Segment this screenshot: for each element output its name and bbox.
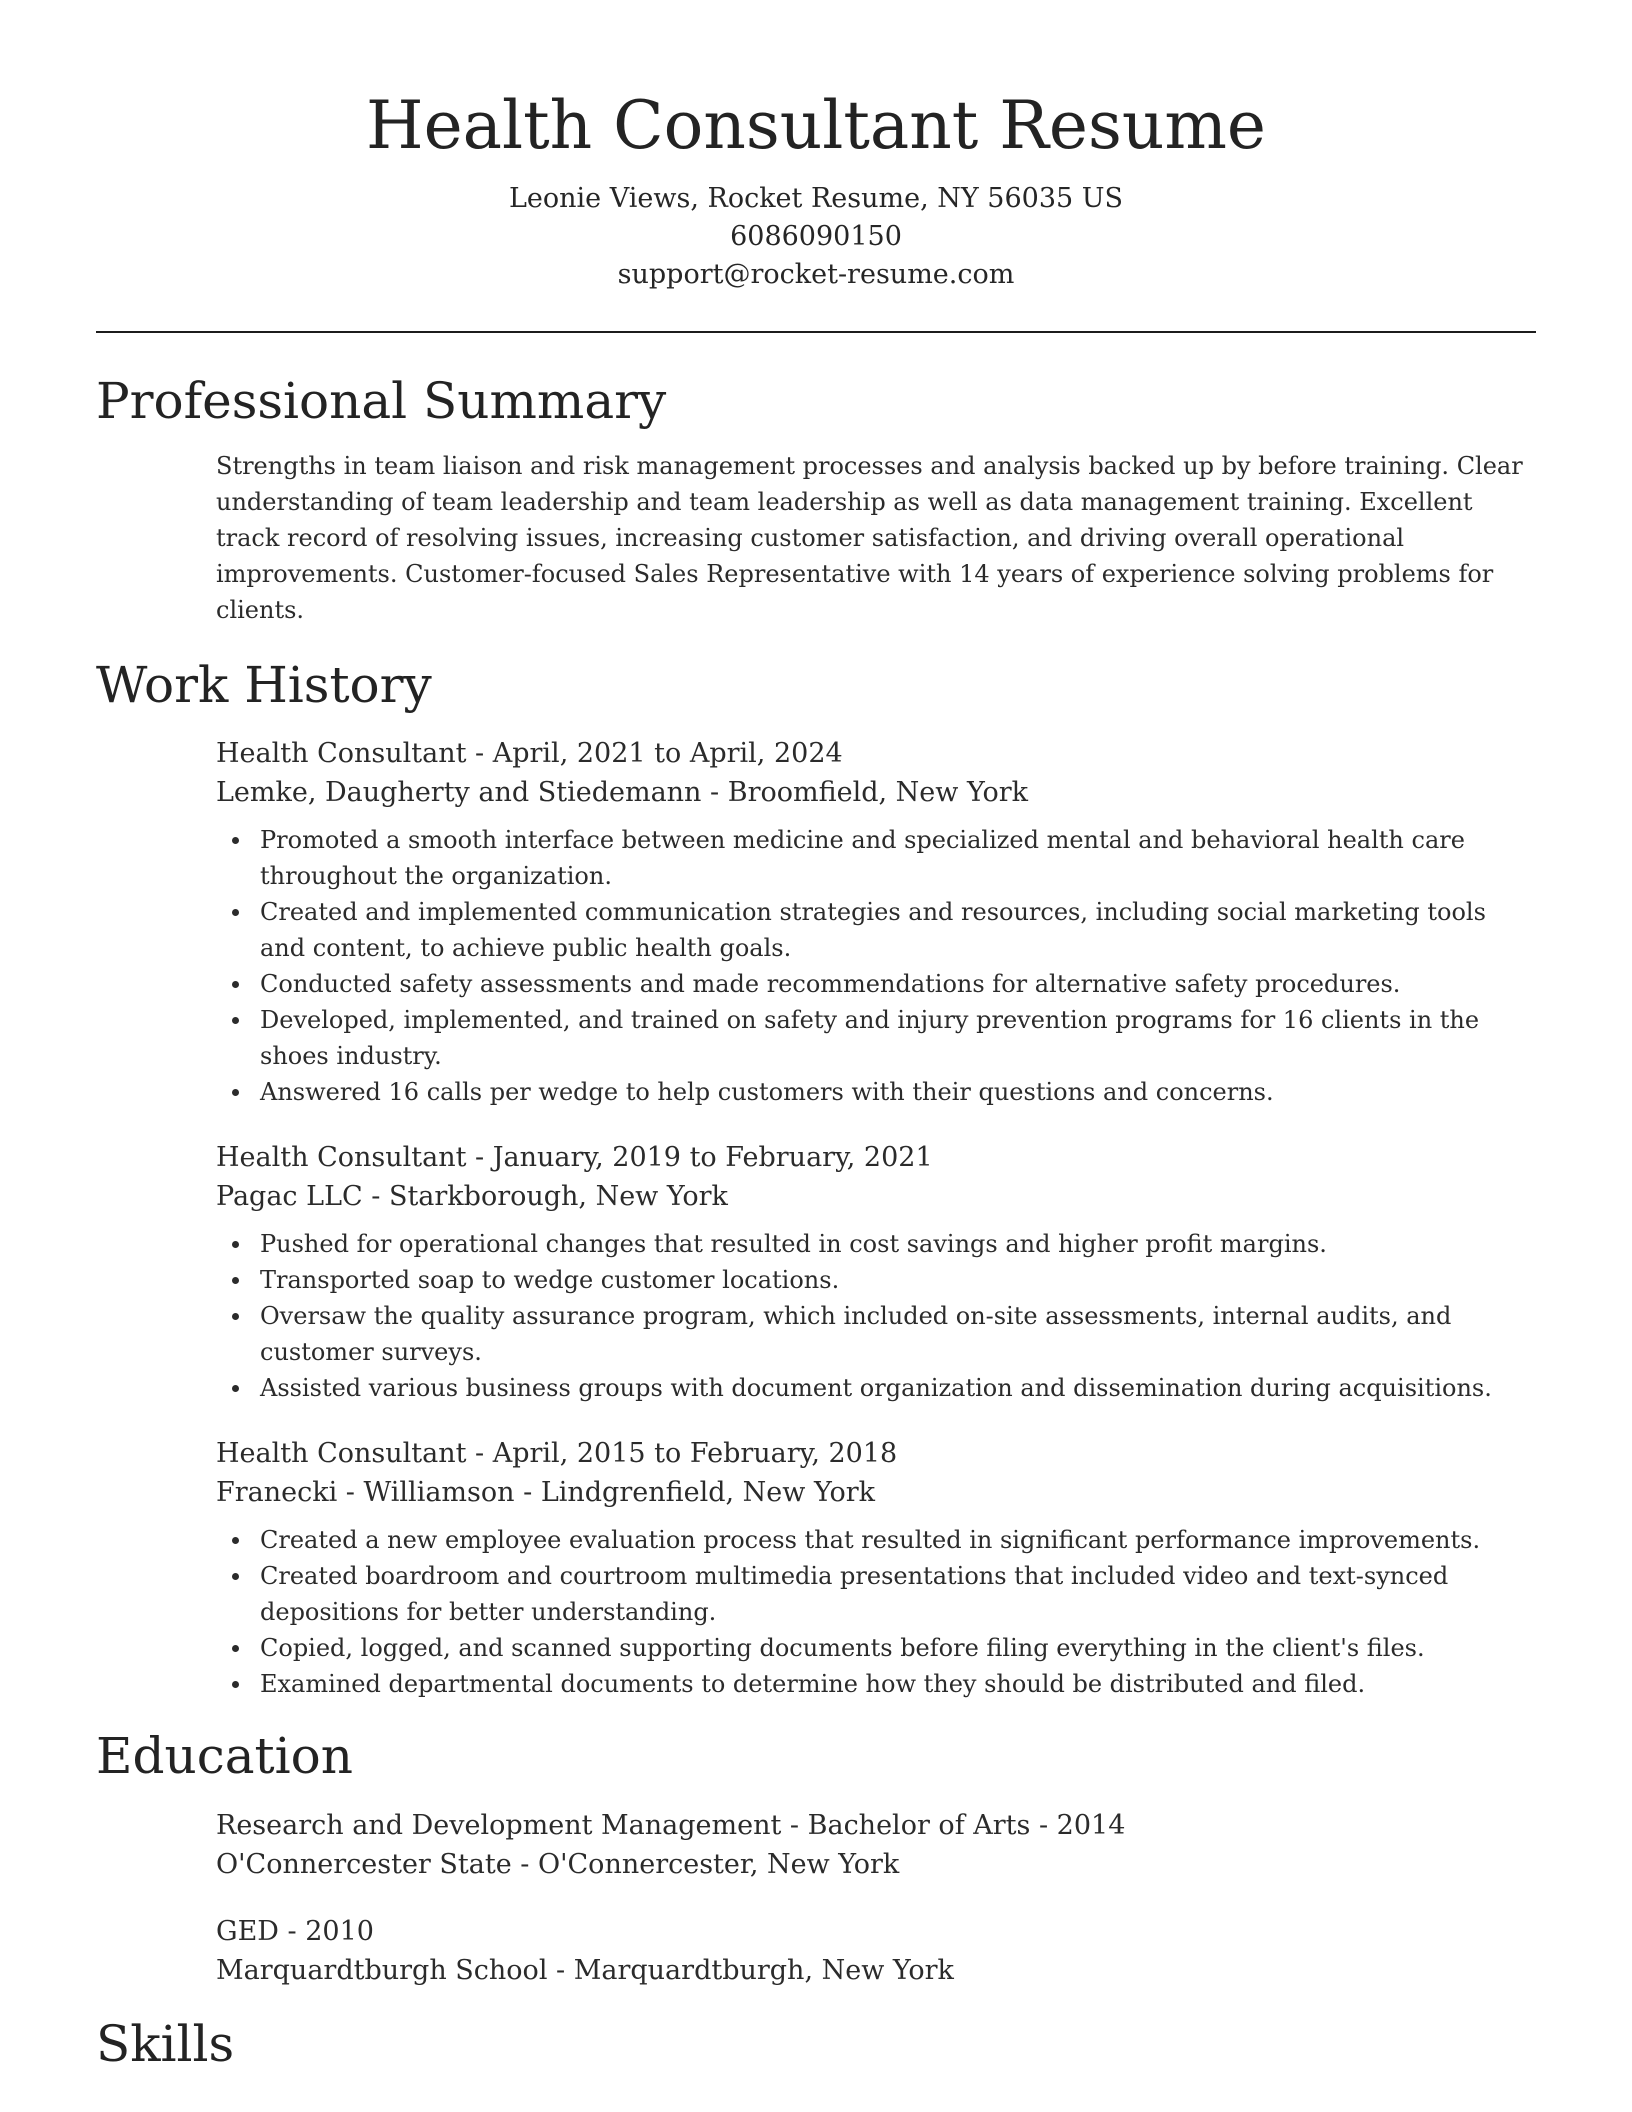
list-item-text: Developed, implemented, and trained on safety and injury prevention programs for 16 clients in the shoes industry. <box>260 1006 1480 1070</box>
list-item <box>216 1666 1536 1702</box>
bullet-icon <box>232 837 239 844</box>
bullet-icon <box>232 1681 239 1688</box>
resume-page <box>96 0 1536 2076</box>
list-item <box>216 1630 1536 1666</box>
contact-email: support@rocket-resume.com <box>617 259 1015 290</box>
education-heading: Education <box>96 1727 353 1785</box>
page-title: Health Consultant Resume <box>366 87 1266 164</box>
job-bullets <box>216 822 1536 1110</box>
work-history-section <box>96 653 1536 1702</box>
education-entry <box>216 1806 1536 1884</box>
list-item-text: Answered 16 calls per wedge to help customers with their questions and concerns. <box>260 1078 1274 1106</box>
work-history-heading: Work History <box>96 656 432 714</box>
list-item <box>216 1074 1536 1110</box>
list-item <box>216 1558 1536 1630</box>
job-title-line: Health Consultant - January, 2019 to February, 2021 <box>216 1142 933 1173</box>
list-item <box>216 1226 1536 1262</box>
list-item <box>216 1370 1536 1406</box>
skills-heading: Skills <box>96 2015 235 2073</box>
list-item-text: Examined departmental documents to determine how they should be distributed and filed. <box>260 1670 1366 1698</box>
job-entry <box>216 734 1536 1110</box>
degree-line: Research and Development Management - Bachelor of Arts - 2014 <box>216 1810 1126 1841</box>
degree-line: GED - 2010 <box>216 1916 374 1947</box>
job-company-line: Franecki - Williamson - Lindgrenfield, New York <box>216 1477 875 1508</box>
list-item <box>216 966 1536 1002</box>
summary-section <box>96 369 1536 628</box>
bullet-icon <box>232 1645 239 1652</box>
bullet-icon <box>232 1573 239 1580</box>
list-item-text: Created and implemented communication strategies and resources, including social marketing tools and content, to achieve public health goals. <box>260 898 1486 962</box>
job-company-line: Pagac LLC - Starkborough, New York <box>216 1181 728 1212</box>
education-body <box>96 1806 1536 1990</box>
contact-address: Leonie Views, Rocket Resume, NY 56035 US <box>508 183 1124 214</box>
resume-header <box>96 0 1536 294</box>
job-title-line: Health Consultant - April, 2021 to April, 2024 <box>216 738 843 769</box>
list-item <box>216 1522 1536 1558</box>
bullet-icon <box>232 1385 239 1392</box>
bullet-icon <box>232 909 239 916</box>
work-history-body <box>96 734 1536 1702</box>
summary-text: Strengths in team liaison and risk management processes and analysis backed up by before training. Clear understanding of team leadership and team leadership as well as data management training. Excellent track record of resolving issues, increasing customer satisfaction, and driving overall operational improvements. Customer-focused Sales Representative with 14 years of experience solving problems for clients. <box>216 452 1523 624</box>
list-item <box>216 894 1536 966</box>
list-item-text: Pushed for operational changes that resulted in cost savings and higher profit margins. <box>260 1230 1327 1258</box>
school-line: Marquardtburgh School - Marquardtburgh, New York <box>216 1955 954 1986</box>
education-entry <box>216 1912 1536 1990</box>
list-item <box>216 1298 1536 1370</box>
bullet-icon <box>232 1017 239 1024</box>
job-bullets <box>216 1226 1536 1406</box>
list-item-text: Assisted various business groups with document organization and dissemination during acquisitions. <box>260 1374 1492 1402</box>
list-item <box>216 822 1536 894</box>
list-item-text: Created boardroom and courtroom multimedia presentations that included video and text-synced depositions for better understanding. <box>260 1562 1449 1626</box>
list-item-text: Copied, logged, and scanned supporting documents before filing everything in the client's files. <box>260 1634 1425 1662</box>
header-divider <box>96 331 1536 333</box>
skills-section <box>96 2012 1536 2076</box>
list-item <box>216 1002 1536 1074</box>
bullet-icon <box>232 1277 239 1284</box>
list-item <box>216 1262 1536 1298</box>
bullet-icon <box>232 1089 239 1096</box>
job-entry <box>216 1434 1536 1702</box>
list-item-text: Transported soap to wedge customer locations. <box>260 1266 840 1294</box>
job-title-line: Health Consultant - April, 2015 to February, 2018 <box>216 1438 898 1469</box>
bullet-icon <box>232 1241 239 1248</box>
summary-body <box>96 448 1536 628</box>
bullet-icon <box>232 1313 239 1320</box>
school-line: O'Connercester State - O'Connercester, New York <box>216 1849 900 1880</box>
list-item-text: Conducted safety assessments and made recommendations for alternative safety procedures. <box>260 970 1401 998</box>
contact-phone: 6086090150 <box>730 221 902 252</box>
bullet-icon <box>232 981 239 988</box>
job-entry <box>216 1138 1536 1406</box>
job-bullets <box>216 1522 1536 1702</box>
education-section <box>96 1724 1536 1990</box>
summary-heading: Professional Summary <box>96 372 667 430</box>
list-item-text: Created a new employee evaluation process that resulted in significant performance improvements. <box>260 1526 1481 1554</box>
list-item-text: Promoted a smooth interface between medicine and specialized mental and behavioral health care throughout the organization. <box>260 826 1465 890</box>
list-item-text: Oversaw the quality assurance program, which included on-site assessments, internal audits, and customer surveys. <box>260 1302 1452 1366</box>
job-company-line: Lemke, Daugherty and Stiedemann - Broomfield, New York <box>216 777 1028 808</box>
bullet-icon <box>232 1537 239 1544</box>
contact-block <box>96 180 1536 294</box>
